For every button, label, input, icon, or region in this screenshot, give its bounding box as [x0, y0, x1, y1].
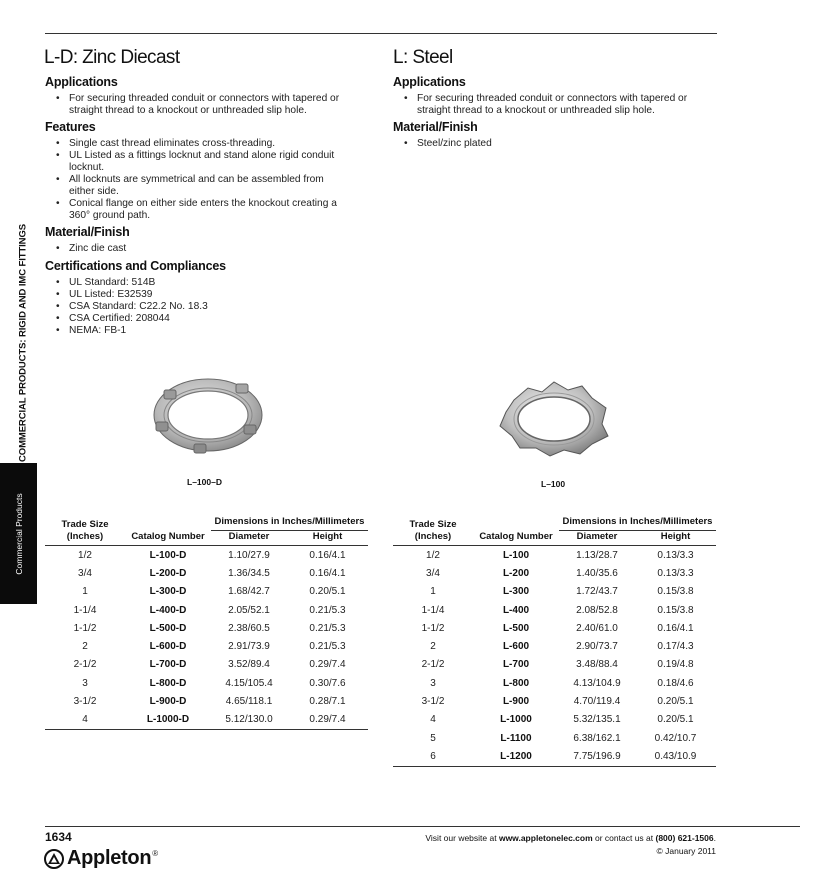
left-applications-list [45, 93, 350, 117]
cell-height: 0.21/5.3 [309, 604, 346, 616]
cell-height: 0.42/10.7 [654, 732, 697, 744]
cell-catalog-number: L-300-D [149, 586, 187, 598]
footer-contact: Visit our website at www.appletonelec.com or contact us at (800) 621-1506. [425, 833, 716, 843]
website-link[interactable]: www.appletonelec.com [498, 833, 593, 843]
table-row [393, 619, 716, 637]
table-row [393, 692, 716, 710]
cell-catalog-number: L-300 [502, 586, 530, 598]
cell-trade-size: 3/4 [426, 567, 440, 579]
cell-diameter: 3.52/89.4 [228, 659, 270, 671]
cell-height: 0.17/4.3 [657, 641, 694, 653]
cell-diameter: 2.90/73.7 [576, 641, 618, 653]
cell-trade-size: 2 [82, 641, 88, 653]
cell-height: 0.15/3.8 [657, 604, 694, 616]
cell-diameter: 1.72/43.7 [576, 586, 618, 598]
table-row [393, 656, 716, 674]
cell-diameter: 2.08/52.8 [576, 604, 618, 616]
cell-catalog-number: L-800 [502, 677, 530, 689]
cell-height: 0.29/7.4 [309, 659, 346, 671]
side-section-label: COMMERCIAL PRODUCTS: RIGID AND IMC FITTINGS [17, 223, 29, 462]
cell-trade-size: 1-1/2 [421, 622, 445, 634]
cell-catalog-number: L-700 [502, 659, 530, 671]
cell-trade-size: 6 [393, 747, 473, 766]
cell-catalog-number: L-400-D [149, 604, 187, 616]
table-row [393, 711, 716, 729]
cell-height: 0.21/5.3 [309, 622, 346, 634]
cell-catalog-number: L-600 [502, 641, 530, 653]
cell-height: 0.15/3.8 [657, 586, 694, 598]
cell-diameter: 5.32/135.1 [573, 714, 621, 726]
cell-height: 0.13/3.3 [657, 549, 694, 561]
cell-trade-size: 4 [45, 711, 125, 730]
side-tab: Commercial Products [0, 463, 37, 604]
cell-diameter: 4.15/105.4 [225, 677, 273, 689]
cell-trade-size: 3/4 [78, 567, 92, 579]
cell-diameter: 2.40/61.0 [576, 622, 618, 634]
table-row [393, 674, 716, 692]
cell-diameter: 1.36/34.5 [228, 567, 270, 579]
left-title: L-D: Zinc Diecast [44, 47, 180, 68]
cell-trade-size: 5 [430, 732, 436, 744]
cell-height: 0.28/7.1 [309, 696, 346, 708]
cell-trade-size: 1-1/4 [73, 604, 97, 616]
right-material-list [393, 138, 698, 150]
cell-catalog-number: L-900-D [149, 696, 187, 708]
table-row [45, 656, 368, 674]
cell-trade-size: 3 [430, 677, 436, 689]
list-item: • UL Standard: 514B [45, 277, 350, 289]
cell-diameter: 2.38/60.5 [228, 622, 270, 634]
table-row [393, 747, 716, 766]
table-row [393, 729, 716, 747]
cell-diameter: 2.91/73.9 [228, 641, 270, 653]
cell-catalog-number: L-1200 [473, 747, 559, 766]
table-row [393, 564, 716, 582]
table-row [45, 692, 368, 710]
list-item: • All locknuts are symmetrical and can be assembled from either side. [45, 174, 350, 198]
cell-diameter: 7.75/196.9 [559, 747, 635, 766]
cell-diameter: 6.38/162.1 [573, 732, 621, 744]
right-material-heading: Material/Finish [393, 120, 478, 134]
cell-catalog-number: L-1100 [500, 732, 532, 744]
table-row [45, 711, 368, 730]
cell-height: 0.29/7.4 [287, 711, 368, 730]
cell-trade-size: 1-1/4 [421, 604, 445, 616]
right-image-caption: L–100 [541, 479, 566, 489]
table-row [45, 637, 368, 655]
appleton-logo [44, 847, 158, 870]
cell-catalog-number: L-700-D [149, 659, 187, 671]
cell-catalog-number: L-900 [502, 696, 530, 708]
cell-trade-size: 2-1/2 [73, 659, 97, 671]
cell-diameter: 4.13/104.9 [573, 677, 621, 689]
cell-diameter: 1.68/42.7 [228, 586, 270, 598]
col-height: Height [287, 531, 368, 546]
cell-trade-size: 3 [82, 677, 88, 689]
table-row [45, 564, 368, 582]
cell-catalog-number: L-100 [502, 549, 530, 561]
left-certifications-list [45, 277, 350, 337]
cell-height: 0.30/7.6 [309, 677, 346, 689]
right-title: L: Steel [393, 47, 453, 68]
appleton-logo-icon [44, 849, 64, 869]
list-item: • CSA Certified: 208044 [45, 313, 350, 325]
table-row [393, 546, 716, 565]
table-row [45, 674, 368, 692]
cell-diameter: 2.05/52.1 [228, 604, 270, 616]
copyright-date: © January 2011 [656, 846, 716, 856]
cell-height: 0.20/5.1 [657, 714, 694, 726]
cell-diameter: 1.40/35.6 [576, 567, 618, 579]
cell-catalog-number: L-200 [502, 567, 530, 579]
cell-height: 0.20/5.1 [309, 586, 346, 598]
list-item: • Conical flange on either side enters the knockout creating a 360° ground path. [45, 198, 350, 222]
cell-trade-size: 1 [430, 586, 436, 598]
cell-trade-size: 4 [430, 714, 436, 726]
col-trade-size: Trade Size (Inches) [45, 516, 125, 546]
cell-height: 0.18/4.6 [657, 677, 694, 689]
right-applications-list [393, 93, 698, 117]
left-material-list [45, 243, 350, 255]
cell-catalog-number: L-800-D [149, 677, 187, 689]
cell-catalog-number: L-100-D [149, 549, 187, 561]
cell-trade-size: 1 [82, 586, 88, 598]
cell-height: 0.16/4.1 [657, 622, 694, 634]
cell-height: 0.16/4.1 [309, 549, 346, 561]
cell-trade-size: 3-1/2 [421, 696, 445, 708]
col-dimensions: Dimensions in Inches/Millimeters [211, 516, 368, 531]
cell-trade-size: 1/2 [426, 549, 440, 561]
cell-catalog-number: L-500 [502, 622, 530, 634]
cell-trade-size: 2 [430, 641, 436, 653]
left-certifications-heading: Certifications and Compliances [45, 259, 226, 273]
col-trade-size: Trade Size (Inches) [393, 516, 473, 546]
cell-catalog-number: L-1000 [500, 714, 532, 726]
page-number: 1634 [45, 830, 72, 844]
cell-diameter: 1.13/28.7 [576, 549, 618, 561]
list-item: • NEMA: FB-1 [45, 325, 350, 337]
list-item: • For securing threaded conduit or connectors with tapered or straight thread to a knockout or unthreaded slip hole. [393, 93, 698, 117]
bottom-rule [45, 826, 800, 827]
table-row [45, 601, 368, 619]
left-features-list [45, 138, 350, 222]
col-height: Height [635, 531, 716, 546]
logo-text: Appleton [67, 847, 152, 869]
table-row [393, 637, 716, 655]
cell-height: 0.20/5.1 [657, 696, 694, 708]
registered-mark: ® [152, 849, 159, 858]
list-item: • Steel/zinc plated [393, 138, 698, 150]
cell-height: 0.19/4.8 [657, 659, 694, 671]
cell-height: 0.43/10.9 [635, 747, 716, 766]
cell-catalog-number: L-1000-D [125, 711, 211, 730]
col-dimensions: Dimensions in Inches/Millimeters [559, 516, 716, 531]
col-diameter: Diameter [559, 531, 635, 546]
table-row [45, 583, 368, 601]
steel-locknut-image [494, 378, 614, 458]
col-catalog-number: Catalog Number [473, 516, 559, 546]
cell-catalog-number: L-600-D [149, 641, 187, 653]
list-item: • UL Listed as a fittings locknut and stand alone rigid conduit locknut. [45, 150, 350, 174]
table-row [45, 619, 368, 637]
col-catalog-number: Catalog Number [125, 516, 211, 546]
list-item: • For securing threaded conduit or connectors with tapered or straight thread to a knockout or unthreaded slip hole. [45, 93, 350, 117]
top-rule [45, 33, 717, 34]
left-spec-table [45, 516, 368, 730]
cell-diameter: 1.10/27.9 [228, 549, 270, 561]
cell-height: 0.16/4.1 [309, 567, 346, 579]
table-row [393, 583, 716, 601]
cell-height: 0.13/3.3 [657, 567, 694, 579]
right-spec-table [393, 516, 716, 767]
left-applications-heading: Applications [45, 75, 118, 89]
cell-height: 0.21/5.3 [309, 641, 346, 653]
table-row [45, 546, 368, 565]
phone-number: (800) 621-1506 [655, 833, 714, 843]
right-applications-heading: Applications [393, 75, 466, 89]
cell-diameter: 5.12/130.0 [211, 711, 287, 730]
cell-trade-size: 1-1/2 [73, 622, 97, 634]
table-row [393, 601, 716, 619]
cell-diameter: 3.48/88.4 [576, 659, 618, 671]
cell-catalog-number: L-400 [502, 604, 530, 616]
list-item: • Zinc die cast [45, 243, 350, 255]
left-image-caption: L–100–D [187, 477, 222, 487]
cell-trade-size: 3-1/2 [73, 696, 97, 708]
cell-catalog-number: L-200-D [149, 567, 187, 579]
cell-catalog-number: L-500-D [149, 622, 187, 634]
list-item: • UL Listed: E32539 [45, 289, 350, 301]
list-item: • Single cast thread eliminates cross-threading. [45, 138, 350, 150]
zinc-locknut-image [148, 370, 268, 460]
cell-trade-size: 1/2 [78, 549, 92, 561]
list-item: • CSA Standard: C22.2 No. 18.3 [45, 301, 350, 313]
left-features-heading: Features [45, 120, 96, 134]
cell-diameter: 4.65/118.1 [225, 696, 273, 708]
left-material-heading: Material/Finish [45, 225, 130, 239]
cell-diameter: 4.70/119.4 [573, 696, 621, 708]
cell-trade-size: 2-1/2 [421, 659, 445, 671]
col-diameter: Diameter [211, 531, 287, 546]
